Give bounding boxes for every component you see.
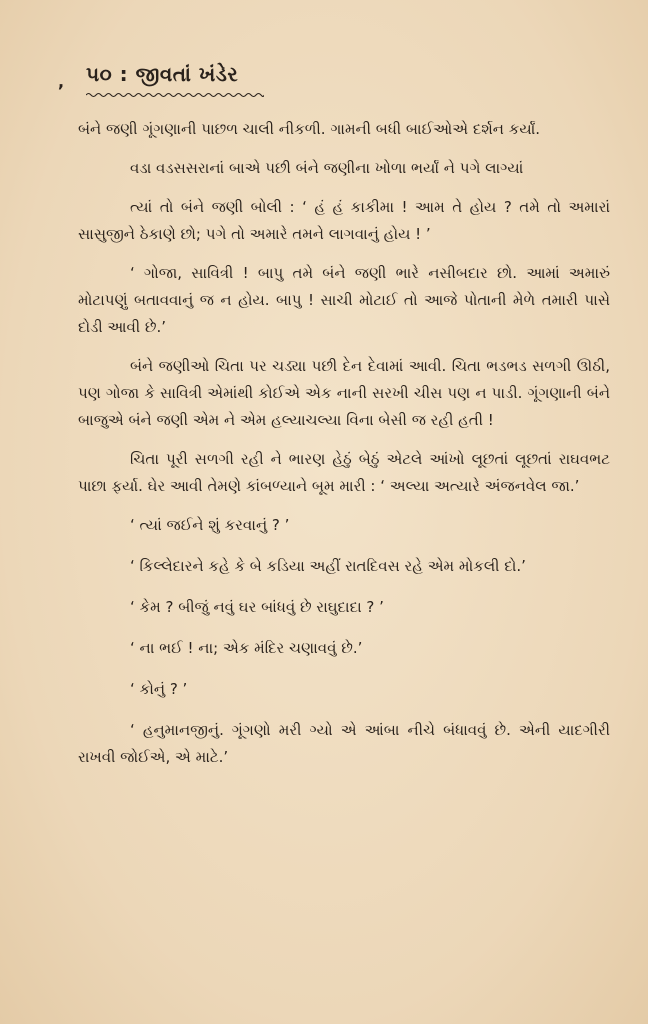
paragraph: બંને જણીઓ ચિતા પર ચડ્યા પછી દેન દેવામાં આવી. ચિતા ભડભડ સળગી ઊઠી, પણ ગોજા કે સાવિત્રી એમાંથી કોઈએ એક નાની સરખી ચીસ પણ ન પાડી. ગૂંગણાની બંને બાજુએ બંને જણી એમ ને એમ હલ્યાચલ્યા વિના બેસી જ રહી હતી ! <box>78 357 610 429</box>
page-body <box>78 116 610 785</box>
header-wavy-rule <box>86 92 264 98</box>
paragraph: ‘ ગોજા, સાવિત્રી ! બાપુ તમે બંને જણી ભારે નસીબદાર છો. આમાં અમારું મોટાપણું બતાવવાનું જ ન હોય. બાપુ ! સાચી મોટાઈ તો આજે પોતાની મેળે તમારી પાસે દોડી આવી છે.’ <box>78 264 610 336</box>
running-head: ૫૦ : જીવતાં ખંડેર <box>86 62 239 86</box>
paragraph: ‘ કિલ્લેદારને કહે કે બે કડિયા અહીં રાતદિવસ રહે એમ મોકલી દો.’ <box>130 557 526 575</box>
page-mark: , <box>58 72 65 91</box>
paragraph: બંને જણી ગૂંગણાની પાછળ ચાલી નીકળી. ગામની બધી બાઈઓએ દર્શન કર્યાં. <box>78 120 541 138</box>
paragraph: વડા વડસસરાનાં બાએ પછી બંને જણીના ખોળા ભર્યાં ને પગે લાગ્યાં <box>130 159 524 177</box>
paragraph: ત્યાં તો બંને જણી બોલી : ‘ હં હં કાકીમા ! આમ તે હોય ? તમે તો અમારાં સાસુજીને ઠેકાણે છો; પગે તો અમારે તમને લાગવાનું હોય ! ’ <box>78 198 610 243</box>
paragraph: ‘ ત્યાં જઈને શું કરવાનું ? ’ <box>130 516 290 534</box>
paragraph: ‘ ના ભઈ ! ના; એક મંદિર ચણાવવું છે.’ <box>130 639 363 657</box>
paragraph: ‘ કોનું ? ’ <box>130 680 188 698</box>
paragraph: ‘ હનુમાનજીનું. ગૂંગણો મરી ગ્યો એ આંબા નીચે બંધાવવું છે. એની યાદગીરી રાખવી જોઈએ, એ માટે.’ <box>78 721 610 766</box>
paragraph: ચિતા પૂરી સળગી રહી ને ભારણ હેઠું બેઠું એટલે આંખો લૂછતાં લૂછતાં રાઘવભટ પાછા ફર્યા. ઘેર આવી તેમણે કાંબળ્યાને બૂમ મારી : ‘ અલ્યા અત્યારે અંજનવેલ જા.’ <box>78 450 610 495</box>
paragraph: ‘ કેમ ? બીજું નવું ઘર બાંધવું છે રાઘુદાદા ? ’ <box>130 598 384 616</box>
